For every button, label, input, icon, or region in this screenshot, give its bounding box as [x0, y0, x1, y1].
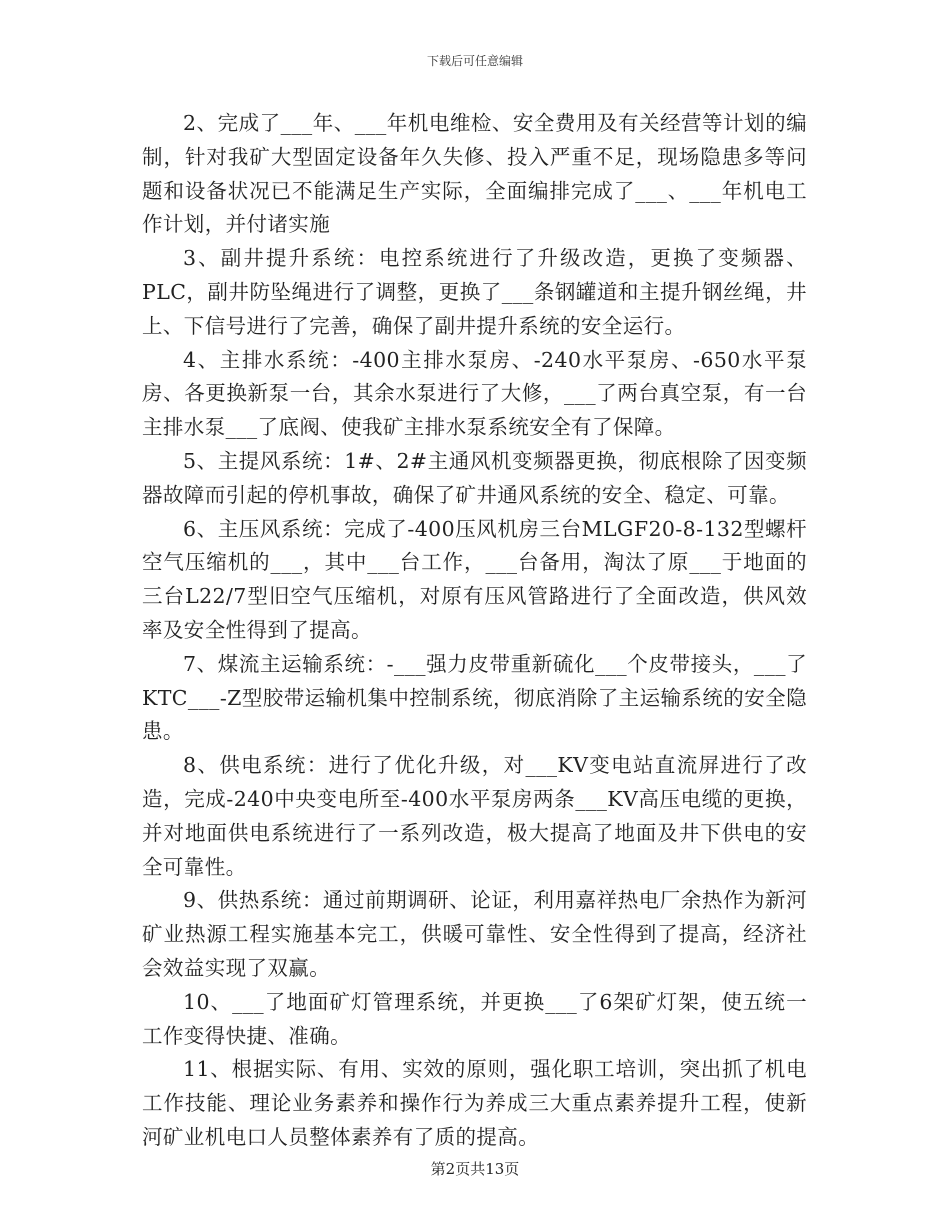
- paragraph-6: 6、主压风系统：完成了-400压风机房三台MLGF20-8-132型螺杆空气压缩机的___，其中___台工作，___台备用，淘汰了原___于地面的三台L22/7型旧空气压缩机，对原有压风管路进行了全面改造，供风效率及安全性得到了提高。: [142, 516, 807, 642]
- paragraph-9: 9、供热系统：通过前期调研、论证，利用嘉祥热电厂余热作为新河矿业热源工程实施基本完工，供暖可靠性、安全性得到了提高，经济社会效益实现了双赢。: [142, 888, 807, 980]
- paragraph-7: 7、煤流主运输系统：-___强力皮带重新硫化___个皮带接头，___了KTC___-Z型胶带运输机集中控制系统，彻底消除了主运输系统的安全隐患。: [142, 651, 807, 744]
- paragraph-8: 8、供电系统：进行了优化升级，对___KV变电站直流屏进行了改造，完成-240中央变电所至-400水平泵房两条___KV高压电缆的更换，并对地面供电系统进行了一系列改造，极大提高了地面及井下供电的安全可靠性。: [142, 753, 807, 879]
- document-body: [142, 107, 807, 1155]
- paragraph-11: 11、根据实际、有用、实效的原则，强化职工培训，突出抓了机电工作技能、理论业务素养和操作行为养成三大重点素养提升工程，使新河矿业机电口人员整体素养有了质的提高。: [142, 1057, 807, 1149]
- paragraph-5: 5、主提风系统：1#、2#主通风机变频器更换，彻底根除了因变频器故障而引起的停机事故，确保了矿井通风系统的安全、稳定、可靠。: [142, 448, 807, 507]
- paragraph-3: 3、副井提升系统：电控系统进行了升级改造，更换了变频器、PLC，副井防坠绳进行了调整，更换了___条钢罐道和主提升钢丝绳，井上、下信号进行了完善，确保了副井提升系统的安全运行。: [142, 246, 807, 338]
- page-footer: 第2页共13页: [430, 1160, 520, 1178]
- paragraph-10: 10、___了地面矿灯管理系统，并更换___了6架矿灯架，使五统一工作变得快捷、准确。: [142, 989, 807, 1048]
- page-header: 下载后可任意编辑: [426, 54, 523, 68]
- paragraph-2: 2、完成了___年、___年机电维检、安全费用及有关经营等计划的编制，针对我矿大型固定设备年久失修、投入严重不足，现场隐患多等问题和设备状况已不能满足生产实际，全面编排完成了___、___年机电工作计划，并付诸实施: [142, 111, 807, 237]
- paragraph-4: 4、主排水系统：-400主排水泵房、-240水平泵房、-650水平泵房、各更换新泵一台，其余水泵进行了大修，___了两台真空泵，有一台主排水泵___了底阀、使我矿主排水泵系统安全有了保障。: [142, 347, 807, 440]
